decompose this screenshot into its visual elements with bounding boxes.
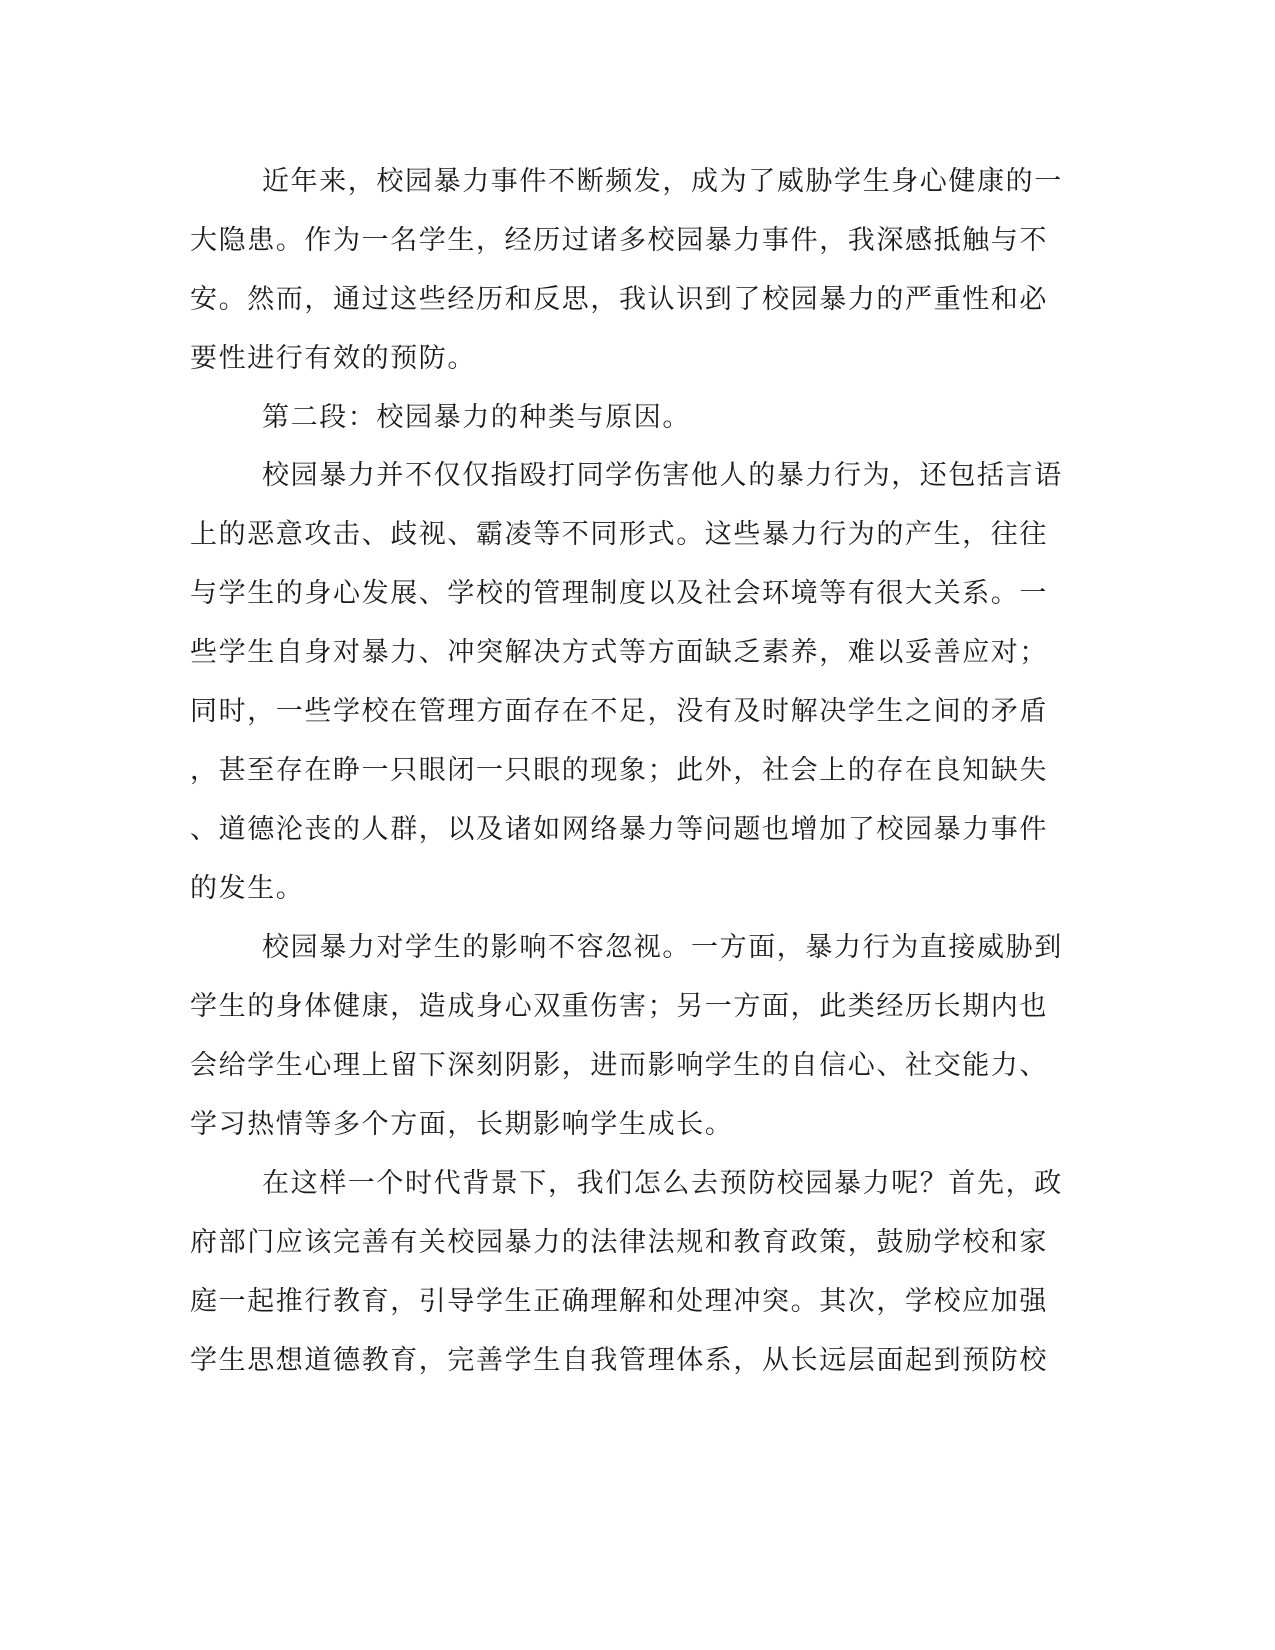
paragraph-5-line-2: 府部门应该完善有关校园暴力的法律法规和教育政策，鼓励学校和家 — [190, 1227, 1048, 1258]
paragraph-4-line-2: 学生的身体健康，造成身心双重伤害；另一方面，此类经历长期内也 — [190, 991, 1048, 1022]
paragraph-1-line-4: 要性进行有效的预防。 — [190, 343, 476, 374]
paragraph-4-line-3: 会给学生心理上留下深刻阴影，进而影响学生的自信心、社交能力、 — [190, 1050, 1048, 1081]
paragraph-1-line-1: 近年来，校园暴力事件不断频发，成为了威胁学生身心健康的一 — [262, 166, 1063, 197]
paragraph-5-line-3: 庭一起推行教育，引导学生正确理解和处理冲突。其次，学校应加强 — [190, 1286, 1048, 1317]
paragraph-3-line-8: 的发生。 — [190, 873, 305, 904]
paragraph-4-line-4: 学习热情等多个方面，长期影响学生成长。 — [190, 1109, 734, 1140]
section-heading: 第二段：校园暴力的种类与原因。 — [262, 402, 691, 433]
paragraph-3-line-4: 些学生自身对暴力、冲突解决方式等方面缺乏素养，难以妥善应对； — [190, 637, 1048, 668]
paragraph-3-line-5: 同时，一些学校在管理方面存在不足，没有及时解决学生之间的矛盾 — [190, 696, 1048, 727]
paragraph-4-line-1: 校园暴力对学生的影响不容忽视。一方面，暴力行为直接威胁到 — [262, 932, 1063, 963]
paragraph-5-line-1: 在这样一个时代背景下，我们怎么去预防校园暴力呢？首先，政 — [262, 1168, 1063, 1199]
paragraph-3-line-6: ，甚至存在睁一只眼闭一只眼的现象；此外，社会上的存在良知缺失 — [190, 755, 1048, 786]
paragraph-3-line-7: 、道德沦丧的人群，以及诸如网络暴力等问题也增加了校园暴力事件 — [190, 814, 1048, 845]
paragraph-5-line-4: 学生思想道德教育，完善学生自我管理体系，从长远层面起到预防校 — [190, 1345, 1048, 1376]
paragraph-3-line-2: 上的恶意攻击、歧视、霸凌等不同形式。这些暴力行为的产生，往往 — [190, 519, 1048, 550]
paragraph-1-line-2: 大隐患。作为一名学生，经历过诸多校园暴力事件，我深感抵触与不 — [190, 225, 1048, 256]
paragraph-3-line-1: 校园暴力并不仅仅指殴打同学伤害他人的暴力行为，还包括言语 — [262, 460, 1063, 491]
paragraph-3-line-3: 与学生的身心发展、学校的管理制度以及社会环境等有很大关系。一 — [190, 578, 1048, 609]
paragraph-1-line-3: 安。然而，通过这些经历和反思，我认识到了校园暴力的严重性和必 — [190, 284, 1048, 315]
